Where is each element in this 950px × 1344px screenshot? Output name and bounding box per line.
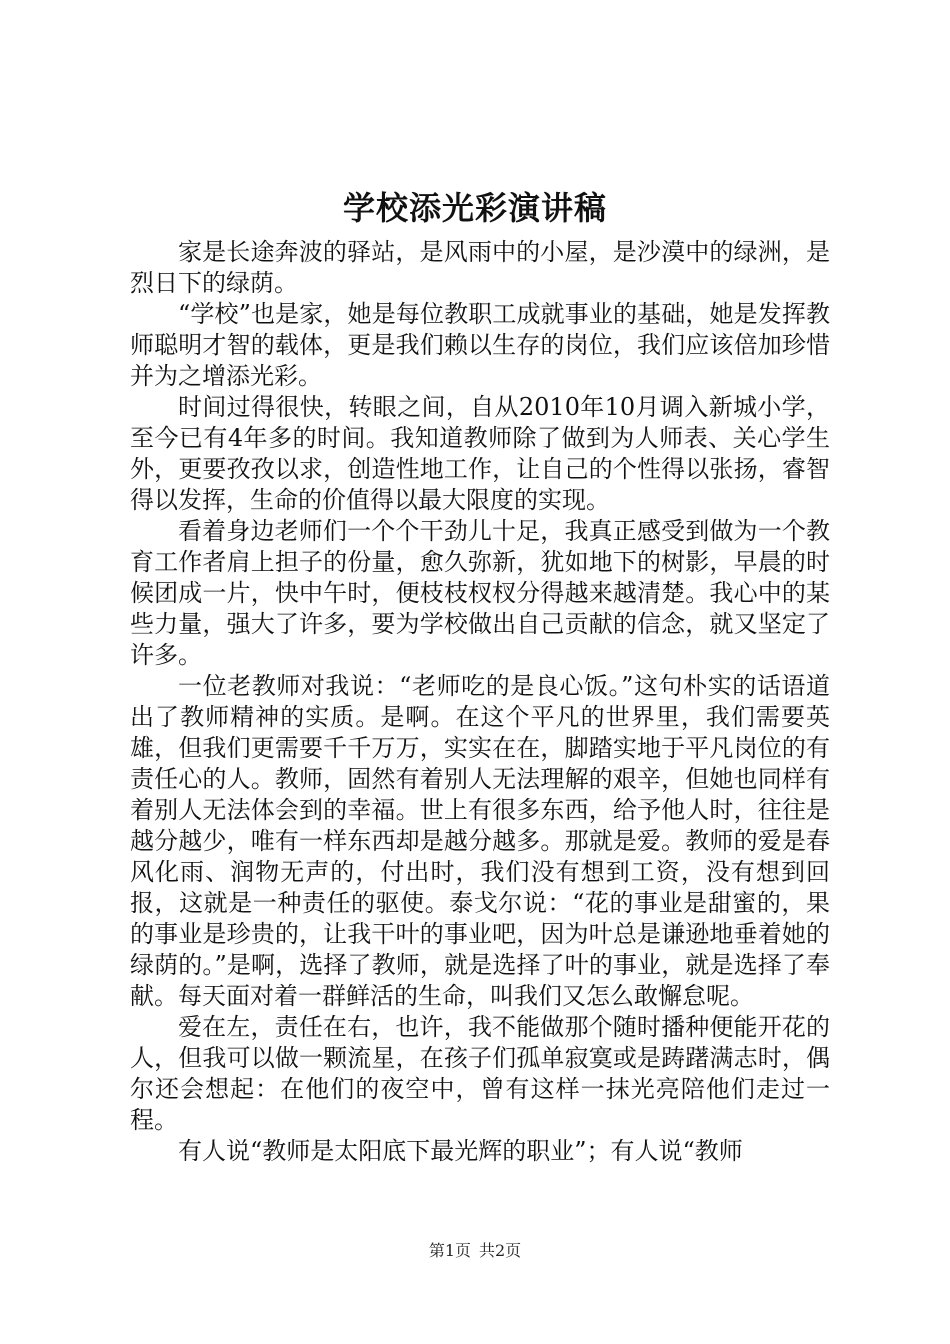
document-body: [130, 237, 830, 1167]
paragraph: 有人说“教师是太阳底下最光辉的职业”；有人说“教师: [178, 1137, 743, 1165]
paragraph: 一位老教师对我说：“老师吃的是良心饭。”这句朴实的话语道出了教师精神的实质。是啊。在这个平凡的世界里，我们需要英雄，但我们更需要千千万万，实实在在，脚踏实地于平凡岗位的有责任心的人。教师，固然有着别人无法理解的艰辛，但她也同样有着别人无法体会到的幸福。世上有很多东西，给予他人时，往往是越分越少，唯有一样东西却是越分越多。那就是爱。教师的爱是春风化雨、润物无声的，付出时，我们没有想到工资，没有想到回报，这就是一种责任的驱使。泰戈尔说：“花的事业是甜蜜的，果的事业是珍贵的，让我干叶的事业吧，因为叶总是谦逊地垂着她的绿荫的。”是啊，选择了教师，就是选择了叶的事业，就是选择了奉献。每天面对着一群鲜活的生命，叫我们又怎么敢懈怠呢。: [130, 672, 830, 1010]
paragraph: 时间过得很快，转眼之间，自从2010年10月调入新城小学，至今已有4年多的时间。我知道教师除了做到为人师表、关心学生外，更要孜孜以求，创造性地工作，让自己的个性得以张扬，睿智得以发挥，生命的价值得以最大限度的实现。: [130, 393, 830, 514]
page-total: 共2页: [479, 1241, 522, 1260]
page-number: 第1页: [428, 1241, 471, 1260]
page-footer: [0, 1241, 950, 1261]
paragraph: 爱在左，责任在右，也许，我不能做那个随时播种便能开花的人，但我可以做一颗流星，在孩子们孤单寂寞或是踌躇满志时，偶尔还会想起：在他们的夜空中，曾有这样一抹光亮陪他们走过一程。: [130, 1013, 830, 1134]
paragraph: 看着身边老师们一个个干劲儿十足，我真正感受到做为一个教育工作者肩上担子的份量，愈久弥新，犹如地下的树影，早晨的时候团成一片，快中午时，便枝枝杈杈分得越来越清楚。我心中的某些力量，强大了许多，要为学校做出自己贡献的信念，就又坚定了许多。: [130, 517, 830, 669]
paragraph: “学校”也是家，她是每位教职工成就事业的基础，她是发挥教师聪明才智的载体，更是我们赖以生存的岗位，我们应该倍加珍惜并为之增添光彩。: [130, 300, 830, 390]
paragraph: 家是长途奔波的驿站，是风雨中的小屋，是沙漠中的绿洲，是烈日下的绿荫。: [130, 238, 830, 297]
document-title: 学校添光彩演讲稿: [342, 189, 607, 227]
